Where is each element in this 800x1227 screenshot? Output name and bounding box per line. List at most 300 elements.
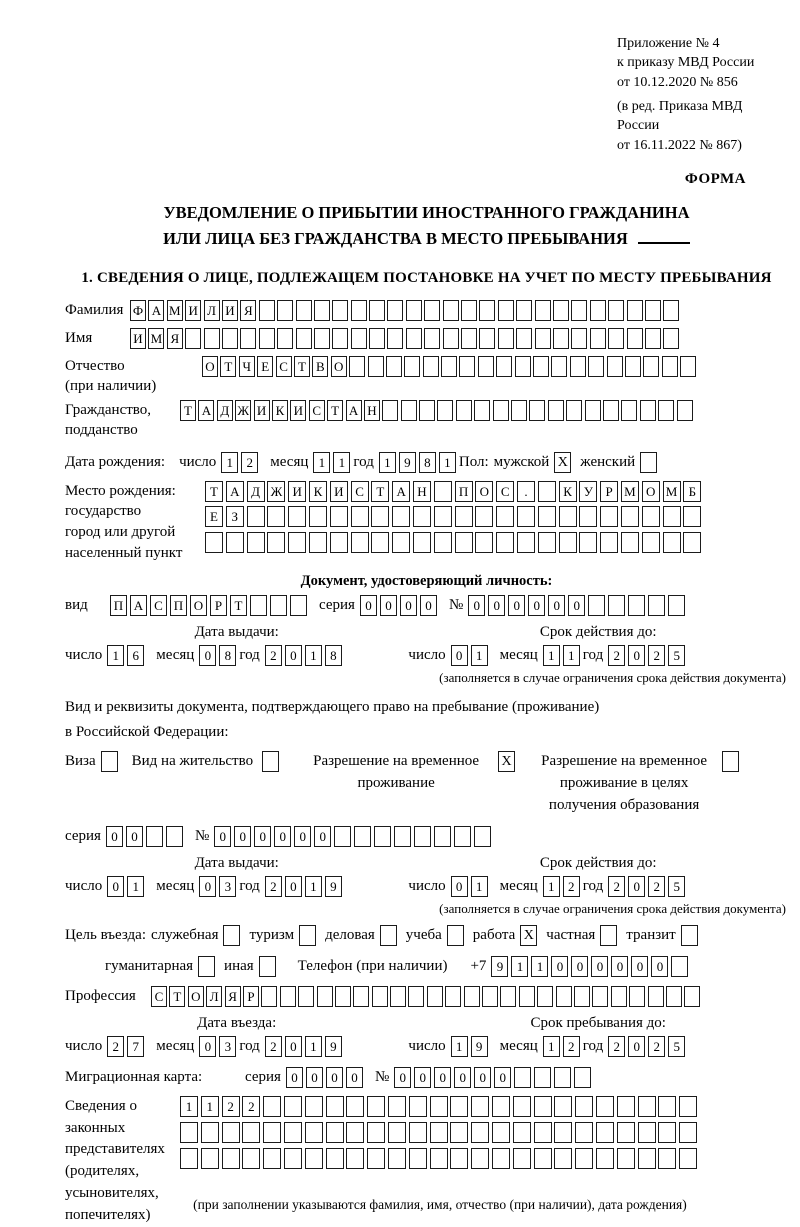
char-box[interactable]: [296, 300, 312, 321]
char-box[interactable]: [628, 595, 645, 616]
phone-input[interactable]: [491, 956, 691, 977]
char-box[interactable]: [600, 532, 618, 553]
char-box[interactable]: [482, 986, 498, 1007]
char-box[interactable]: 0: [420, 595, 437, 616]
purpose-transit-checkbox[interactable]: [681, 925, 698, 946]
char-box[interactable]: [455, 506, 473, 527]
char-box[interactable]: [570, 356, 586, 377]
char-box[interactable]: [332, 328, 348, 349]
temp-residence-checkbox[interactable]: X: [498, 751, 515, 772]
char-box[interactable]: А: [392, 481, 410, 502]
char-box[interactable]: [684, 986, 700, 1007]
char-box[interactable]: [627, 300, 643, 321]
char-box[interactable]: К: [309, 481, 327, 502]
char-box[interactable]: [388, 1148, 406, 1169]
char-box[interactable]: Е: [257, 356, 273, 377]
char-box[interactable]: 0: [571, 956, 588, 977]
char-box[interactable]: [642, 506, 660, 527]
char-box[interactable]: [479, 328, 495, 349]
char-box[interactable]: [515, 356, 531, 377]
birth-year-input[interactable]: [379, 452, 459, 473]
char-box[interactable]: [638, 1096, 656, 1117]
char-box[interactable]: [461, 300, 477, 321]
char-box[interactable]: 0: [274, 826, 291, 847]
char-box[interactable]: [551, 356, 567, 377]
char-box[interactable]: Я: [167, 328, 183, 349]
char-box[interactable]: 1: [305, 876, 322, 897]
char-box[interactable]: [588, 356, 604, 377]
char-box[interactable]: [575, 1122, 593, 1143]
char-box[interactable]: [513, 1096, 531, 1117]
char-box[interactable]: [475, 506, 493, 527]
char-box[interactable]: [535, 328, 551, 349]
char-box[interactable]: [640, 400, 656, 421]
char-box[interactable]: [662, 356, 678, 377]
char-box[interactable]: [538, 481, 556, 502]
doc-kind-input[interactable]: [110, 595, 310, 616]
char-box[interactable]: 3: [219, 876, 236, 897]
char-box[interactable]: [474, 400, 490, 421]
purpose-other-checkbox[interactable]: [259, 956, 276, 977]
char-box[interactable]: [434, 532, 452, 553]
char-box[interactable]: С: [151, 986, 167, 1007]
char-box[interactable]: [571, 300, 587, 321]
char-box[interactable]: [351, 328, 367, 349]
char-box[interactable]: Д: [247, 481, 265, 502]
char-box[interactable]: 0: [451, 645, 468, 666]
char-box[interactable]: [392, 532, 410, 553]
purpose-tourism-checkbox[interactable]: [299, 925, 316, 946]
char-box[interactable]: [496, 506, 514, 527]
char-box[interactable]: [317, 986, 333, 1007]
char-box[interactable]: [305, 1096, 323, 1117]
char-box[interactable]: [222, 328, 238, 349]
residence-issue-month[interactable]: [199, 876, 239, 897]
char-box[interactable]: [354, 826, 371, 847]
char-box[interactable]: М: [621, 481, 639, 502]
char-box[interactable]: [409, 1096, 427, 1117]
char-box[interactable]: [553, 300, 569, 321]
char-box[interactable]: 2: [648, 1036, 665, 1057]
char-box[interactable]: [529, 400, 545, 421]
char-box[interactable]: 0: [628, 645, 645, 666]
char-box[interactable]: [369, 300, 385, 321]
char-box[interactable]: [464, 986, 480, 1007]
char-box[interactable]: [419, 400, 435, 421]
char-box[interactable]: Т: [220, 356, 236, 377]
char-box[interactable]: М: [663, 481, 681, 502]
char-box[interactable]: Н: [364, 400, 380, 421]
char-box[interactable]: [185, 328, 201, 349]
char-box[interactable]: А: [226, 481, 244, 502]
char-box[interactable]: 9: [399, 452, 416, 473]
char-box[interactable]: [663, 300, 679, 321]
char-box[interactable]: 9: [491, 956, 508, 977]
char-box[interactable]: [309, 532, 327, 553]
char-box[interactable]: Я: [240, 300, 256, 321]
char-box[interactable]: П: [170, 595, 187, 616]
char-box[interactable]: [478, 356, 494, 377]
char-box[interactable]: А: [346, 400, 362, 421]
char-box[interactable]: 0: [326, 1067, 343, 1088]
char-box[interactable]: [392, 506, 410, 527]
char-box[interactable]: [414, 826, 431, 847]
char-box[interactable]: 0: [199, 645, 216, 666]
patronymic-input[interactable]: [202, 356, 699, 377]
char-box[interactable]: 0: [508, 595, 525, 616]
char-box[interactable]: [349, 356, 365, 377]
char-box[interactable]: [575, 1096, 593, 1117]
char-box[interactable]: [471, 1096, 489, 1117]
char-box[interactable]: 1: [543, 645, 560, 666]
char-box[interactable]: Л: [206, 986, 222, 1007]
purpose-commercial-checkbox[interactable]: [380, 925, 397, 946]
char-box[interactable]: [556, 986, 572, 1007]
char-box[interactable]: 0: [380, 595, 397, 616]
char-box[interactable]: [346, 1148, 364, 1169]
residence-series-input[interactable]: [106, 826, 186, 847]
char-box[interactable]: [404, 356, 420, 377]
char-box[interactable]: [247, 532, 265, 553]
char-box[interactable]: [621, 400, 637, 421]
char-box[interactable]: Ф: [130, 300, 146, 321]
char-box[interactable]: [668, 595, 685, 616]
char-box[interactable]: 2: [242, 1096, 260, 1117]
char-box[interactable]: [617, 1148, 635, 1169]
char-box[interactable]: [513, 1148, 531, 1169]
char-box[interactable]: [351, 300, 367, 321]
char-box[interactable]: [513, 1122, 531, 1143]
purpose-work-checkbox[interactable]: X: [520, 925, 537, 946]
char-box[interactable]: 2: [608, 1036, 625, 1057]
char-box[interactable]: 0: [628, 876, 645, 897]
char-box[interactable]: [240, 328, 256, 349]
char-box[interactable]: [498, 328, 514, 349]
purpose-private-checkbox[interactable]: [600, 925, 617, 946]
char-box[interactable]: [441, 356, 457, 377]
char-box[interactable]: [267, 532, 285, 553]
char-box[interactable]: О: [202, 356, 218, 377]
char-box[interactable]: 2: [265, 1036, 282, 1057]
char-box[interactable]: А: [148, 300, 164, 321]
birth-place-input-row1[interactable]: [205, 481, 704, 502]
char-box[interactable]: [314, 328, 330, 349]
char-box[interactable]: Т: [294, 356, 310, 377]
doc-issue-day[interactable]: [107, 645, 147, 666]
char-box[interactable]: [296, 328, 312, 349]
char-box[interactable]: [388, 1122, 406, 1143]
char-box[interactable]: 1: [107, 645, 124, 666]
doc-valid-year[interactable]: [608, 645, 688, 666]
char-box[interactable]: [621, 532, 639, 553]
birth-place-input-row2[interactable]: [205, 506, 704, 527]
char-box[interactable]: [534, 1122, 552, 1143]
char-box[interactable]: 9: [325, 1036, 342, 1057]
char-box[interactable]: [351, 506, 369, 527]
doc-valid-month[interactable]: [543, 645, 583, 666]
char-box[interactable]: И: [254, 400, 270, 421]
sex-male-checkbox[interactable]: X: [554, 452, 571, 473]
char-box[interactable]: [559, 506, 577, 527]
char-box[interactable]: [500, 986, 516, 1007]
char-box[interactable]: [263, 1148, 281, 1169]
char-box[interactable]: [627, 328, 643, 349]
char-box[interactable]: [201, 1122, 219, 1143]
char-box[interactable]: [326, 1148, 344, 1169]
char-box[interactable]: [671, 956, 688, 977]
char-box[interactable]: [658, 400, 674, 421]
char-box[interactable]: 2: [648, 876, 665, 897]
char-box[interactable]: Т: [230, 595, 247, 616]
char-box[interactable]: 1: [201, 1096, 219, 1117]
char-box[interactable]: Ж: [235, 400, 251, 421]
stay-year[interactable]: [608, 1036, 688, 1057]
char-box[interactable]: [608, 300, 624, 321]
char-box[interactable]: [259, 300, 275, 321]
char-box[interactable]: [288, 532, 306, 553]
char-box[interactable]: [222, 1148, 240, 1169]
char-box[interactable]: 0: [234, 826, 251, 847]
char-box[interactable]: [590, 328, 606, 349]
char-box[interactable]: [250, 595, 267, 616]
char-box[interactable]: [479, 300, 495, 321]
char-box[interactable]: [596, 1148, 614, 1169]
char-box[interactable]: [461, 328, 477, 349]
char-box[interactable]: И: [222, 300, 238, 321]
char-box[interactable]: [492, 1148, 510, 1169]
char-box[interactable]: 1: [543, 876, 560, 897]
char-box[interactable]: [388, 1096, 406, 1117]
char-box[interactable]: 2: [648, 645, 665, 666]
char-box[interactable]: 0: [306, 1067, 323, 1088]
char-box[interactable]: [374, 826, 391, 847]
char-box[interactable]: 1: [451, 1036, 468, 1057]
char-box[interactable]: [492, 1096, 510, 1117]
char-box[interactable]: Т: [180, 400, 196, 421]
temp-residence-education-checkbox[interactable]: [722, 751, 739, 772]
char-box[interactable]: [334, 826, 351, 847]
char-box[interactable]: [166, 826, 183, 847]
char-box[interactable]: 0: [548, 595, 565, 616]
char-box[interactable]: [516, 300, 532, 321]
char-box[interactable]: 1: [471, 645, 488, 666]
char-box[interactable]: 0: [285, 645, 302, 666]
char-box[interactable]: [335, 986, 351, 1007]
char-box[interactable]: [566, 400, 582, 421]
char-box[interactable]: 2: [241, 452, 258, 473]
char-box[interactable]: [454, 826, 471, 847]
char-box[interactable]: [180, 1148, 198, 1169]
char-box[interactable]: 2: [222, 1096, 240, 1117]
char-box[interactable]: [534, 1148, 552, 1169]
char-box[interactable]: [367, 1148, 385, 1169]
char-box[interactable]: 0: [488, 595, 505, 616]
char-box[interactable]: Я: [225, 986, 241, 1007]
char-box[interactable]: Л: [204, 300, 220, 321]
char-box[interactable]: [592, 986, 608, 1007]
char-box[interactable]: [434, 826, 451, 847]
char-box[interactable]: И: [185, 300, 201, 321]
char-box[interactable]: [242, 1148, 260, 1169]
char-box[interactable]: [645, 328, 661, 349]
given-name-input[interactable]: [130, 328, 682, 349]
char-box[interactable]: [679, 1148, 697, 1169]
char-box[interactable]: [607, 356, 623, 377]
char-box[interactable]: [511, 400, 527, 421]
char-box[interactable]: [242, 1122, 260, 1143]
char-box[interactable]: 0: [551, 956, 568, 977]
char-box[interactable]: А: [198, 400, 214, 421]
char-box[interactable]: [434, 481, 452, 502]
char-box[interactable]: [413, 532, 431, 553]
char-box[interactable]: [401, 400, 417, 421]
char-box[interactable]: [222, 1122, 240, 1143]
char-box[interactable]: [372, 986, 388, 1007]
stay-month[interactable]: [543, 1036, 583, 1057]
char-box[interactable]: [430, 1122, 448, 1143]
char-box[interactable]: 5: [668, 876, 685, 897]
purpose-business-checkbox[interactable]: [223, 925, 240, 946]
char-box[interactable]: [493, 400, 509, 421]
char-box[interactable]: 2: [265, 876, 282, 897]
char-box[interactable]: [663, 328, 679, 349]
char-box[interactable]: [625, 356, 641, 377]
char-box[interactable]: 8: [325, 645, 342, 666]
char-box[interactable]: [474, 826, 491, 847]
char-box[interactable]: [585, 400, 601, 421]
char-box[interactable]: [353, 986, 369, 1007]
stay-day[interactable]: [451, 1036, 491, 1057]
char-box[interactable]: [642, 532, 660, 553]
char-box[interactable]: З: [226, 506, 244, 527]
char-box[interactable]: 1: [531, 956, 548, 977]
char-box[interactable]: 0: [360, 595, 377, 616]
char-box[interactable]: Т: [205, 481, 223, 502]
residence-valid-year[interactable]: [608, 876, 688, 897]
char-box[interactable]: [326, 1096, 344, 1117]
char-box[interactable]: [554, 1148, 572, 1169]
char-box[interactable]: [663, 506, 681, 527]
char-box[interactable]: [443, 300, 459, 321]
char-box[interactable]: И: [290, 400, 306, 421]
char-box[interactable]: [443, 328, 459, 349]
char-box[interactable]: [596, 1122, 614, 1143]
char-box[interactable]: Т: [371, 481, 389, 502]
char-box[interactable]: [205, 532, 223, 553]
char-box[interactable]: .: [517, 481, 535, 502]
char-box[interactable]: [548, 400, 564, 421]
residence-issue-year[interactable]: [265, 876, 345, 897]
char-box[interactable]: [284, 1096, 302, 1117]
char-box[interactable]: 2: [608, 645, 625, 666]
char-box[interactable]: 9: [325, 876, 342, 897]
char-box[interactable]: 1: [379, 452, 396, 473]
char-box[interactable]: 9: [471, 1036, 488, 1057]
char-box[interactable]: [553, 328, 569, 349]
char-box[interactable]: [259, 328, 275, 349]
char-box[interactable]: [679, 1122, 697, 1143]
char-box[interactable]: [517, 506, 535, 527]
char-box[interactable]: [683, 532, 701, 553]
char-box[interactable]: [277, 328, 293, 349]
char-box[interactable]: [277, 300, 293, 321]
char-box[interactable]: 1: [563, 645, 580, 666]
char-box[interactable]: 8: [219, 645, 236, 666]
char-box[interactable]: [519, 986, 535, 1007]
char-box[interactable]: [638, 1148, 656, 1169]
char-box[interactable]: 0: [199, 1036, 216, 1057]
char-box[interactable]: 0: [528, 595, 545, 616]
char-box[interactable]: [571, 328, 587, 349]
char-box[interactable]: [314, 300, 330, 321]
char-box[interactable]: [554, 1067, 571, 1088]
char-box[interactable]: 0: [400, 595, 417, 616]
char-box[interactable]: [492, 1122, 510, 1143]
birth-month-input[interactable]: [313, 452, 353, 473]
char-box[interactable]: С: [496, 481, 514, 502]
char-box[interactable]: [346, 1096, 364, 1117]
char-box[interactable]: [514, 1067, 531, 1088]
char-box[interactable]: [288, 506, 306, 527]
char-box[interactable]: [517, 532, 535, 553]
char-box[interactable]: [575, 1148, 593, 1169]
char-box[interactable]: С: [150, 595, 167, 616]
char-box[interactable]: [409, 1148, 427, 1169]
char-box[interactable]: 0: [631, 956, 648, 977]
char-box[interactable]: [679, 1096, 697, 1117]
char-box[interactable]: [387, 300, 403, 321]
char-box[interactable]: [643, 356, 659, 377]
purpose-humanitarian-checkbox[interactable]: [198, 956, 215, 977]
char-box[interactable]: [427, 986, 443, 1007]
char-box[interactable]: [413, 506, 431, 527]
doc-issue-month[interactable]: [199, 645, 239, 666]
char-box[interactable]: [387, 328, 403, 349]
char-box[interactable]: [371, 532, 389, 553]
representatives-input-row1[interactable]: [180, 1096, 700, 1117]
char-box[interactable]: [498, 300, 514, 321]
surname-input[interactable]: [130, 300, 682, 321]
char-box[interactable]: 0: [394, 1067, 411, 1088]
char-box[interactable]: О: [188, 986, 204, 1007]
representatives-input-row2[interactable]: [180, 1122, 700, 1143]
char-box[interactable]: [621, 506, 639, 527]
doc-issue-year[interactable]: [265, 645, 345, 666]
residence-valid-month[interactable]: [543, 876, 583, 897]
migration-series-input[interactable]: [286, 1067, 366, 1088]
char-box[interactable]: 1: [333, 452, 350, 473]
birth-place-input-row3[interactable]: [205, 532, 704, 553]
char-box[interactable]: [554, 1122, 572, 1143]
char-box[interactable]: [386, 356, 402, 377]
char-box[interactable]: [437, 400, 453, 421]
char-box[interactable]: [226, 532, 244, 553]
char-box[interactable]: [326, 1122, 344, 1143]
char-box[interactable]: [537, 986, 553, 1007]
char-box[interactable]: 0: [286, 1067, 303, 1088]
profession-input[interactable]: [151, 986, 703, 1007]
char-box[interactable]: [608, 595, 625, 616]
char-box[interactable]: О: [190, 595, 207, 616]
char-box[interactable]: [247, 506, 265, 527]
char-box[interactable]: 1: [439, 452, 456, 473]
char-box[interactable]: И: [288, 481, 306, 502]
char-box[interactable]: [554, 1096, 572, 1117]
char-box[interactable]: [450, 1096, 468, 1117]
char-box[interactable]: [434, 506, 452, 527]
char-box[interactable]: [645, 300, 661, 321]
char-box[interactable]: [261, 986, 277, 1007]
